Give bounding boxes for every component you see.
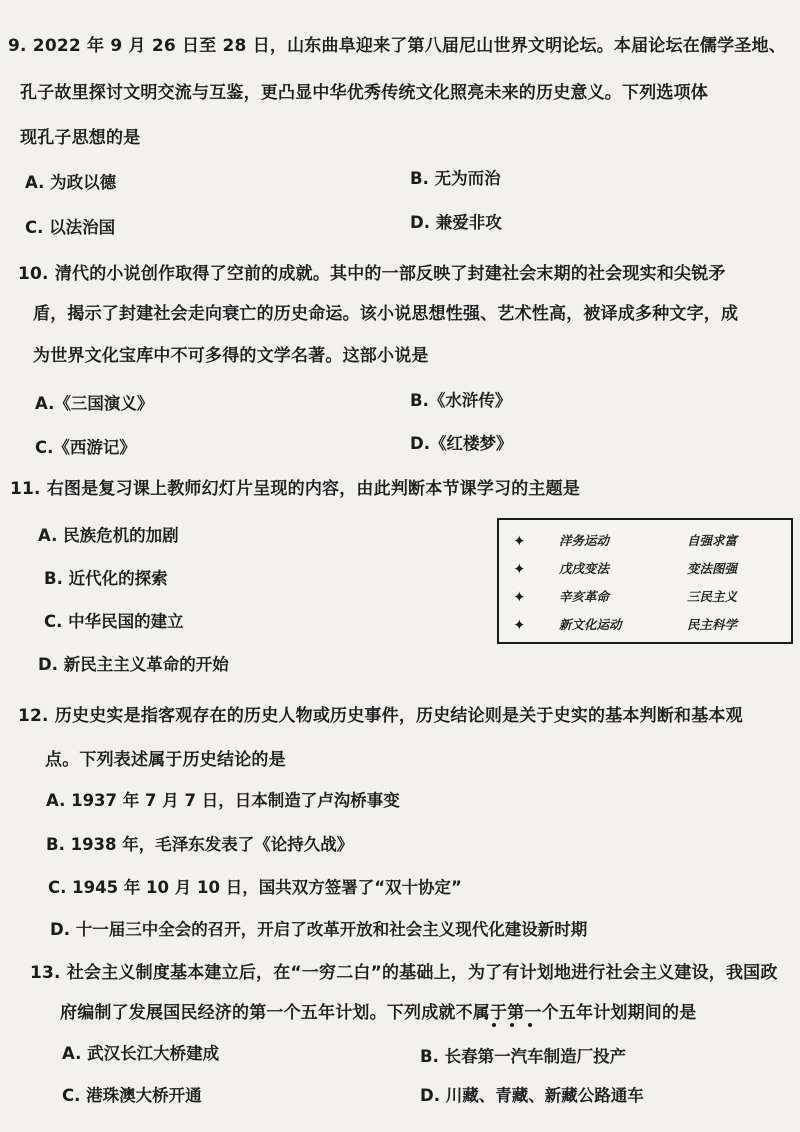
slide-event: 洋务运动 [559,533,610,548]
question-12-option-c[interactable]: C. 1945 年 10 月 10 日，国共双方签署了“双十协定” [48,878,462,897]
four-point-star-icon: ✦ [513,532,526,550]
four-point-star-icon: ✦ [513,588,526,606]
slide-row [499,613,795,637]
emphasis-dot [492,1023,496,1027]
question-9-line-3: 现孔子思想的是 [20,128,141,148]
slide-theme: 变法图强 [687,561,738,576]
question-11-option-a[interactable]: A. 民族危机的加剧 [38,526,179,545]
question-10-option-a[interactable]: A.《三国演义》 [35,394,154,413]
slide-row [499,557,795,581]
slide-event: 新文化运动 [559,617,622,632]
question-9-option-d[interactable]: D. 兼爱非攻 [410,213,502,232]
slide-theme: 三民主义 [687,589,738,604]
question-9-option-c[interactable]: C. 以法治国 [25,218,116,237]
question-12-option-d[interactable]: D. 十一届三中全会的召开，开启了改革开放和社会主义现代化建设新时期 [50,920,588,939]
question-10-option-d[interactable]: D.《红楼梦》 [410,434,513,453]
question-13-option-d[interactable]: D. 川藏、青藏、新藏公路通车 [420,1086,644,1105]
slide-row [499,529,795,553]
slide-event: 戊戌变法 [559,561,610,576]
question-12-line-1: 12. 历史史实是指客观存在的历史人物或历史事件，历史结论则是关于史实的基本判断和基本观 [18,706,743,726]
question-9-option-a[interactable]: A. 为政以德 [25,173,117,192]
question-13-option-a[interactable]: A. 武汉长江大桥建成 [62,1044,220,1063]
question-12-option-a[interactable]: A. 1937 年 7 月 7 日，日本制造了卢沟桥事变 [46,791,400,810]
question-11-option-b[interactable]: B. 近代化的探索 [44,569,168,588]
question-9-line-2: 孔子故里探讨文明交流与互鉴，更凸显中华优秀传统文化照亮未来的历史意义。下列选项体 [20,83,708,103]
emphasis-dot [510,1023,514,1027]
question-11-line-1: 11. 右图是复习课上教师幻灯片呈现的内容，由此判断本节课学习的主题是 [10,479,581,499]
four-point-star-icon: ✦ [513,560,526,578]
four-point-star-icon: ✦ [513,616,526,634]
slide-theme: 民主科学 [687,617,738,632]
question-13-line-1: 13. 社会主义制度基本建立后，在“一穷二白”的基础上，为了有计划地进行社会主义建设，我国政 [30,963,778,983]
slide-event: 辛亥革命 [559,589,610,604]
question-10-option-c[interactable]: C.《西游记》 [35,438,136,457]
question-13-option-c[interactable]: C. 港珠澳大桥开通 [62,1086,202,1105]
emphasis-dot [528,1023,532,1027]
slide-row [499,585,795,609]
question-11-option-c[interactable]: C. 中华民国的建立 [44,612,184,631]
question-13-line-2: 府编制了发展国民经济的第一个五年计划。下列成就不属于第一个五年计划期间的是 [60,1003,697,1023]
question-10-line-2: 盾，揭示了封建社会走向衰亡的历史命运。该小说思想性强、艺术性高，被译成多种文字，成 [33,304,739,324]
slide-theme: 自强求富 [687,533,738,548]
teacher-slide [497,518,793,644]
question-12-line-2: 点。下列表述属于历史结论的是 [45,750,286,770]
question-9-option-b[interactable]: B. 无为而治 [410,169,501,188]
question-12-option-b[interactable]: B. 1938 年，毛泽东发表了《论持久战》 [46,835,354,854]
question-10-option-b[interactable]: B.《水浒传》 [410,391,512,410]
question-11-option-d[interactable]: D. 新民主主义革命的开始 [38,655,229,674]
question-10-line-3: 为世界文化宝库中不可多得的文学名著。这部小说是 [33,346,429,366]
question-10-line-1: 10. 清代的小说创作取得了空前的成就。其中的一部反映了封建社会末期的社会现实和尖锐矛 [18,264,726,284]
question-9-line-1: 9. 2022 年 9 月 26 日至 28 日，山东曲阜迎来了第八届尼山世界文明论坛。本届论坛在儒学圣地、 [8,36,786,56]
question-13-option-b[interactable]: B. 长春第一汽车制造厂投产 [420,1047,627,1066]
